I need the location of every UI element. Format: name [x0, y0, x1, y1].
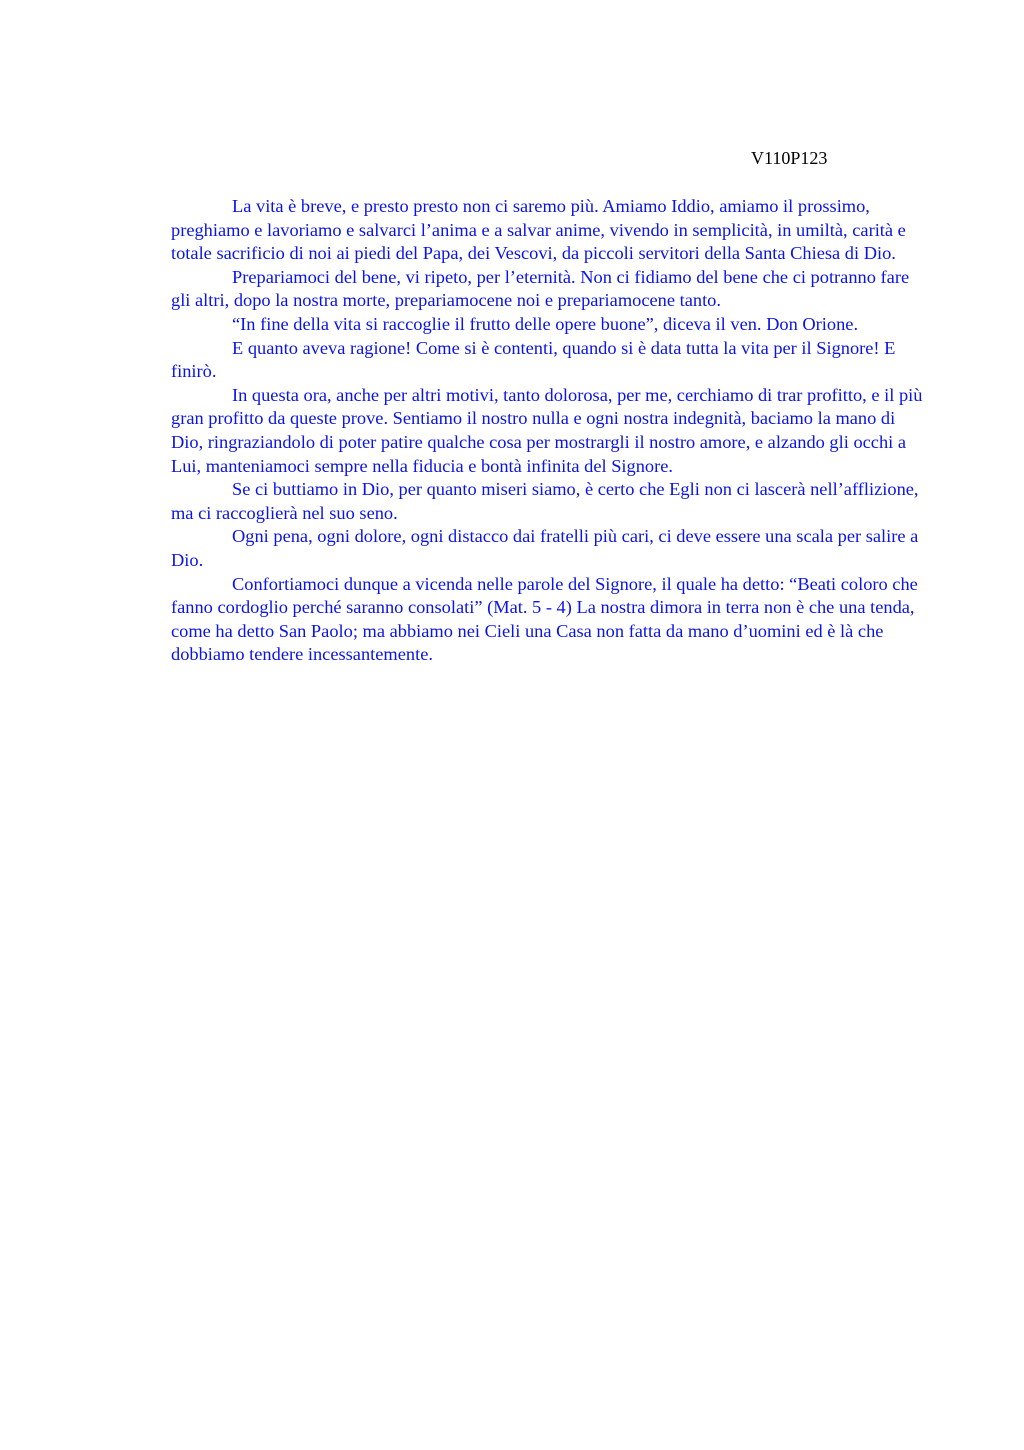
- paragraph-8: Confortiamoci dunque a vicenda nelle parole del Signore, il quale ha detto: “Beati coloro che fanno cordoglio perché saranno consolati” (Mat. 5 - 4) La nostra dimora in terra non è che una tenda, come ha detto San Paolo; ma abbiamo nei Cieli una Casa non fatta da mano d’uomini ed è là che dobbiamo tendere incessantemente.: [171, 573, 918, 665]
- letter-body: [171, 195, 931, 667]
- paragraph-5: In questa ora, anche per altri motivi, tanto dolorosa, per me, cerchiamo di trar profitto, e il più gran profitto da queste prove. Sentiamo il nostro nulla e ogni nostra indegnità, baciamo la mano di Dio, ringraziandolo di poter patire qualche cosa per mostrargli il nostro amore, e alzando gli occhi a Lui, manteniamoci sempre nella fiducia e bontà infinita del Signore.: [171, 384, 923, 476]
- paragraph-6: Se ci buttiamo in Dio, per quanto miseri siamo, è certo che Egli non ci lascerà nell’afflizione, ma ci raccoglierà nel suo seno.: [171, 479, 919, 523]
- paragraph-4: E quanto aveva ragione! Come si è contenti, quando si è data tutta la vita per il Signore! E finirò.: [171, 337, 896, 382]
- paragraph-7: Ogni pena, ogni dolore, ogni distacco dai fratelli più cari, ci deve essere una scala per salire a Dio.: [171, 526, 919, 570]
- paragraph-2: Prepariamoci del bene, vi ripeto, per l’eternità. Non ci fidiamo del bene che ci potranno fare gli altri, dopo la nostra morte, prepariamocene noi e prepariamocene tanto.: [171, 266, 910, 311]
- page-code: V110P123: [751, 148, 828, 168]
- paragraph-1: La vita è breve, e presto presto non ci saremo più. Amiamo Iddio, amiamo il prossimo, preghiamo e lavoriamo e salvarci l’anima e a salvar anime, vivendo in semplicità, in umiltà, carità e totale sacrificio di noi ai piedi del Papa, dei Vescovi, da piccoli servitori della Santa Chiesa di Dio.: [171, 196, 906, 264]
- paragraph-3: “In fine della vita si raccoglie il frutto delle opere buone”, diceva il ven. Don Orione.: [232, 313, 859, 334]
